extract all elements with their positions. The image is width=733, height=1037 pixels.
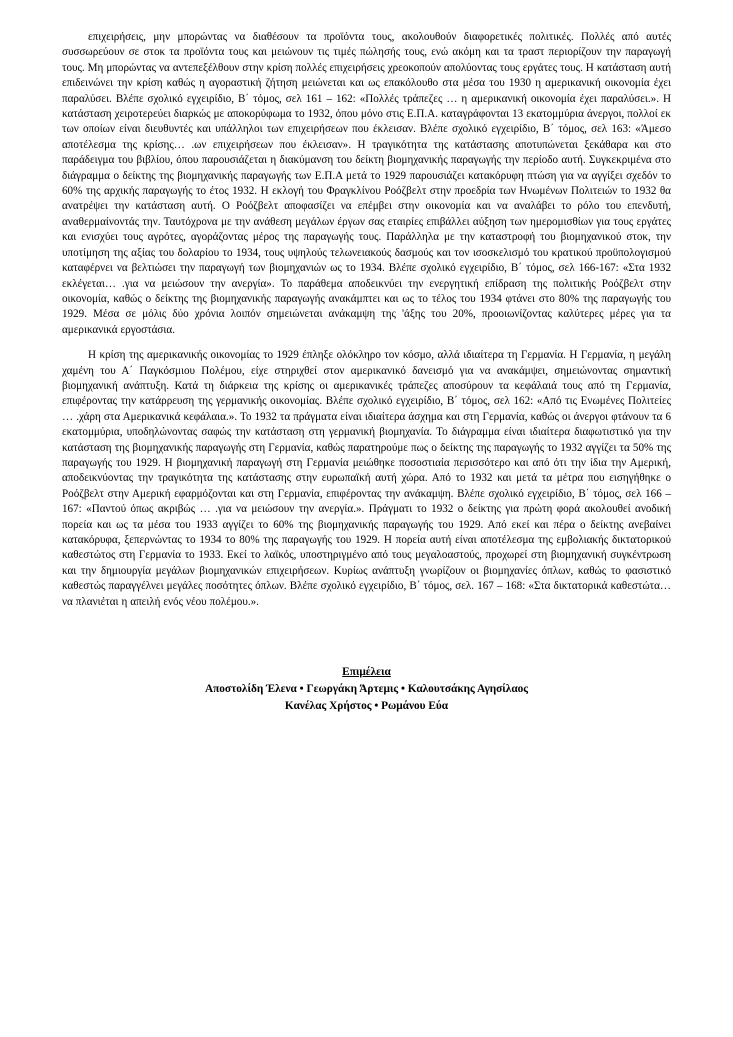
document-body: [62, 30, 671, 714]
paragraph-1: επιχειρήσεις, μην μπορώντας να διαθέσουν τα προϊόντα τους, ακολουθούν διαφορετικές πολιτικές. Πολλές από αυτές συσσωρεύουν σε στοκ τα προϊόντα τους και μειώνουν τις τιμές πώλησής τους, ενώ ακόμη και τα τραστ περιορίζουν την παραγωγή τους. Μη μπορώντας να αντεπεξέλθουν στην κρίση πολλές επιχειρήσεις χρεοκοπούν απολύοντας τους εργάτες τους. Η κατάσταση αυτή επιδεινώνει την κρίση καθώς η αγοραστική ζήτηση μειώνεται και ως επακόλουθο στα μέσα του 1930 η αμερικανική οικονομία έχει παραλύσει. Βλέπε σχολικό εγχειρίδιο, Β΄ τόμος, σελ 161 – 162: «Πολλές τράπεζες … η αμερικανική οικονομία έχει παραλύσει.». Η κατάσταση χειροτερεύει διαρκώς με αποκορύφωμα το 1932, όπου μόνο στις Ε.Π.Α. καταγράφονται 13 εκατομμύρια άνεργοι, πολλοί εκ των οποίων είναι διευθυντές και υπάλληλοι των επιχειρήσεων που έκλεισαν. Βλέπε σχολικό εγχειρίδιο, Β΄ τόμος, σελ 163: «Άμεσο αποτέλεσμα της κρίσης… .ων επιχειρήσεων που έκλεισαν». Η τραγικότητα της κατάστασης αποτυπώνεται ξεκάθαρα και στο παράδειγμα του βιβλίου, όπου παρουσιάζεται η διακύμανση του δείκτη βιομηχανικής παραγωγής την περίοδο αυτή. Συγκεκριμένα στο διάγραμμα ο δείκτης της βιομηχανικής παραγωγής των Ε.Π.Α μετά το 1929 παρουσιάζει κατακόρυφη πτώση για να αγγίξει σχεδόν το 60% της αρχικής παραγωγής το έτος 1932. Η εκλογή του Φραγκλίνου Ροόζβελτ στην προεδρία των Ηνωμένων Πολιτειών το 1932 θα ανατρέψει την κατάσταση αυτή. Ο Ροόζβελτ αποφασίζει να επέμβει στην οικονομία και να αναλάβει το ρόλο του επενδυτή, αναθερμαίνοντάς την. Ταυτόχρονα με την ανάθεση μεγάλων έργων σας εταιρίες επιβάλλει αύξηση των ημερομισθίων για τους εργάτες και ενισχύει τους αγρότες, αγοράζοντας μέρος της παραγωγής τους. Παράλληλα με την καταστροφή του βιομηχανικού στοκ, την υποτίμηση της αξίας του δολαρίου το 1934, τους υψηλούς τελωνειακούς δασμούς και τον ισοσκελισμό του κρατικού προϋπολογισμού καταφέρνει να βελτιώσει την παραγωγή των βιομηχανιών ως το 1934. Βλέπε σχολικό εγχειρίδιο, Β΄ τόμος, σελ 166-167: «Στα 1932 εκλέγεται… .για να μειώσουν την ανεργία». Το παράθεμα αποδεικνύει την ενεργητική επίδραση της πολιτικής Ροόζβελτ στην οικονομία, καθώς ο δείκτης της βιομηχανικής παραγωγής ανακάμπτει και ως το τέλος του 1934 φτάνει στο 80% της παραγωγής του 1929. Μέσα σε μόλις δύο χρόνια λοιπόν σημειώνεται ανάκαμψη της 'άξης του 20%, προοιωνίζοντας καλύτερες μέρες για τα αμερικανικά εργοστάσια.: [62, 31, 671, 336]
credits-line-2: Κανέλας Χρήστος • Ρωμάνου Εύα: [284, 699, 449, 712]
credits-title: Επιμέλεια: [342, 666, 391, 679]
paragraph-2: Η κρίση της αμερικανικής οικονομίας το 1929 έπληξε ολόκληρο τον κόσμο, αλλά ιδιαίτερα τη Γερμανία. Η Γερμανία, η μεγάλη χαμένη του Α΄ Παγκόσμιου Πολέμου, είχε στηριχθεί στον αμερικανικό δανεισμό για να ανακάμψει, σημειώνοντας σημαντική βιομηχανική ανάπτυξη. Κατά τη διάρκεια της κρίσης οι αμερικανικές τράπεζες αποσύρουν τα κεφάλαιά τους από τη Γερμανία, επιφέροντας την κατάρρευση της γερμανικής οικονομίας. Βλέπε σχολικό εγχειρίδιο, Β΄ τόμος, σελ 162: «Από τις Ενωμένες Πολιτείες … .χάρη στα Αμερικανικά κεφάλαια.». Το 1932 τα πράγματα είναι ιδιαίτερα άσχημα και στη Γερμανία, καθώς οι άνεργοι φτάνουν τα 6 εκατομμύρια, υποδηλώνοντας σαφώς την κατάσταση στη γερμανική βιομηχανία. Το διάγραμμα είναι ιδιαίτερα διαφωτιστικό για την κατάσταση της βιομηχανικής παραγωγής στη Γερμανία, καθώς παρατηρούμε πως ο δείκτης της παραγωγής το 1932 αγγίζει τα 50% της παραγωγής του 1929. Η βιομηχανική παραγωγή στη Γερμανία μειώθηκε ποσοστιαία περισσότερο και από ότι την ίδια την Αμερική, αποδεικνύοντας την τραγικότητα της κατάστασης στην ευρωπαϊκή αυτή χώρα. Από το 1932 και μετά τα μέτρα που εισηγήθηκε ο Ροόζβελτ στην Αμερική εφαρμόζονται και στη Γερμανία, επιφέροντας την ανάκαμψη. Βλέπε σχολικό εγχειρίδιο, Β΄ τόμος, σελ 166 – 167: «Παντού όπως ακριβώς … .για να μειώσουν την ανεργία.». Πράγματι το 1932 ο δείκτης για πρώτη φορά ακολουθεί ανοδική πορεία και ως τα μέσα του 1933 αγγίζει το 60% της βιομηχανικής παραγωγής του 1929. Από εκεί και πέρα ο δείκτης ανεβαίνει κατακόρυφα, ξεπερνώντας το 1934 το 80% της παραγωγής του 1929. Η πορεία αυτή είναι αποτέλεσμα της εμβολιακής δικτατορικού καθεστώτος στη Γερμανία το 1933. Εκεί το λαϊκός, υποστηριγμένο από τους μεγαλοαστούς, προχωρεί στη βιομηχανική συγκέντρωση και την δημιουργία μεγάλων βιομηχανικών επιχειρήσεων. Κυρίως ανάπτυξη γνωρίζουν οι βιομηχανίες όπλων, καθώς το φασιστικό καθεστώς παραγγέλνει μεγάλες ποσότητες όπλων. Βλέπε σχολικό εγχειρίδιο, Β΄ τόμος, σελ. 167 – 168: «Στα δικτατορικά καθεστώτα… να πλανιέται η απειλή ενός νέου πολέμου.».: [62, 349, 671, 608]
credits-block: [62, 664, 671, 714]
credits-line-1: Αποστολίδη Έλενα • Γεωργάκη Άρτεμις • Καλουτσάκης Αγησίλαος: [204, 683, 529, 696]
